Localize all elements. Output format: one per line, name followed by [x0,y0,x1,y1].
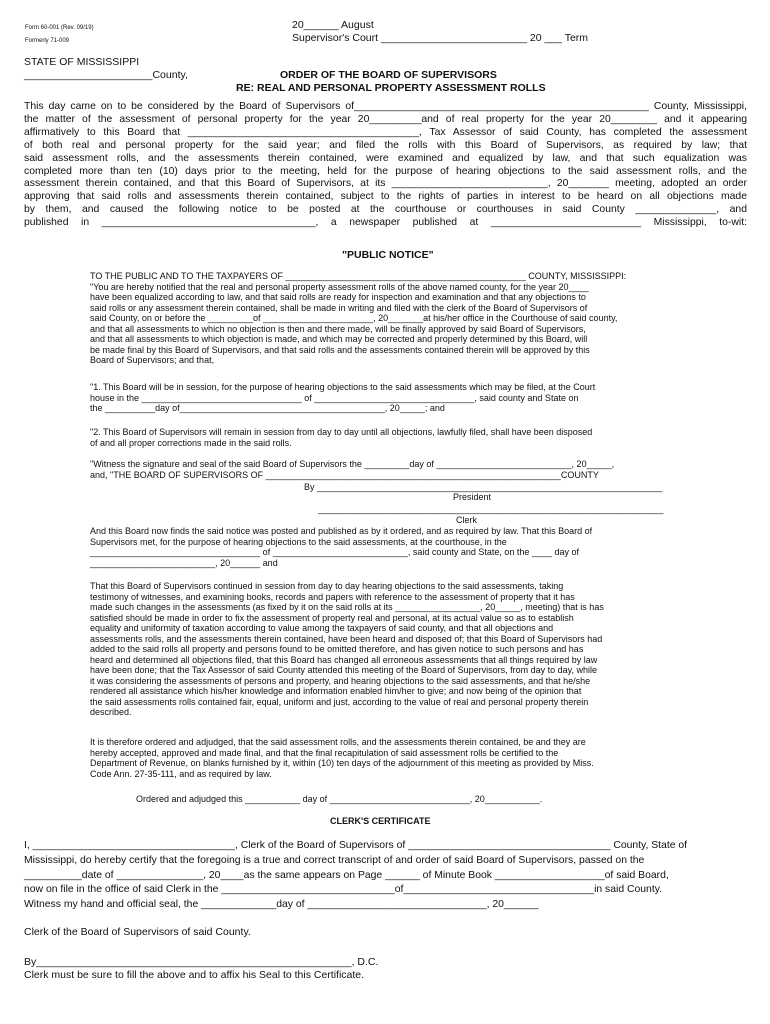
ordered-line: It is therefore ordered and adjudged, that the said assessment rolls, and the assessments therein contained, be and they are [90,737,586,747]
term-year-field: 20______ August [292,19,374,31]
certificate-line: Witness my hand and official seal, the _____________day of _______________________________, 20______ [24,899,539,911]
notice-line: the __________day of_________________________________________, 20_____; and [90,403,445,413]
supervisors-court-term-field: Supervisor's Court _________________________ 20 ___ Term [292,32,589,44]
findings-line: _________________________, 20______ and [90,557,278,568]
notice-line: said County, on or before the _________of ______________________, 20_______at his/her office in the Courthouse of said county, [90,313,618,323]
notice-line: "2. This Board of Supervisors will remain in session from day to day until all objections, lawfully filed, shall have been disposed [90,427,593,437]
findings-paragraph [90,526,680,568]
clerk-of-board-label: Clerk of the Board of Supervisors of said County. [24,926,251,938]
intro-line: assessment therein contained, and that this Board of Supervisors, at its ___________________________, 20_______ meeting, adopted an order [24,178,747,190]
ordered-line: hereby accepted, approved and made final, and that the final recapitulation of said assessment rolls be certified to the [90,747,559,758]
ordered-line: Code Ann. 27-35-111, and as required by law. [90,768,272,779]
session-line: the said assessments rolls contained fair, equal, uniform and just, according to the value of real and personal property therein [90,696,589,707]
notice-line: be made final by this Board of Supervisors, and that said rolls and the assessments contained therein will be approved by this [90,344,590,355]
certificate-line: __________date of _______________, 20____as the same appears on Page ______ of Minute Book ___________________of said Board, [24,869,669,881]
clerk-certificate-paragraph [24,839,747,913]
session-line: described. [90,707,132,717]
notice-line: said rolls or any assessment therein contained, shall be made in writing and filed with the clerk of the Board of Supervisors of [90,302,588,313]
session-line: added to the said rolls all property and persons found to be omitted therefore, and has given notice to such persons and has [90,644,584,654]
form-number: Form 60-001 (Rev. 09/19) [25,25,94,31]
public-notice-paragraph-3 [90,427,680,448]
intro-line: of both real and personal property for the said year; and filed the rolls with this Board of Supervisors, as required by law; that [24,139,747,151]
intro-paragraph [24,101,747,230]
order-subtitle: RE: REAL AND PERSONAL PROPERTY ASSESSMENT ROLLS [236,82,546,94]
president-label: President [453,492,492,502]
intro-line: completed more than ten (10) days prior to the meeting, held for the purpose of hearing objections to the said assessment rolls, and the [24,165,747,177]
intro-line: affirmatively to this Board that ________________________________________, Tax Assessor of said County, has completed the assessment [24,126,747,138]
clerk-seal-instruction: Clerk must be sure to fill the above and to affix his Seal to this Certificate. [24,969,365,981]
session-line: rendered all assistance which his/her knowledge and information enabled him/her to give; and now being of the opinion that [90,686,582,696]
deputy-clerk-signature-line: By______________________________________________________, D.C. [24,956,379,968]
session-line: assessments rolls, and the assessments therein contained, have been heard and disposed of; that this Board of Supervisors had [90,633,603,644]
notice-line: "You are hereby notified that the real and personal property assessment rolls of the above named county, for the year 20____ [90,281,589,292]
notice-line: house in the ________________________________ of ________________________________, said county and State on [90,392,579,403]
clerk-signature-line: _____________________________________________________________________ [318,504,664,514]
session-paragraph [90,581,680,718]
session-line: testimony of witnesses, and examining books, records and papers with reference to the assessment of property that it has [90,591,575,602]
certificate-line: now on file in the office of said Clerk in the ______________________________of_________________________________in said County. [24,884,663,896]
session-line: it was considering the assessments of persons and property, and hearing objections to the said assessments, and that he/she [90,675,591,686]
state-label: STATE OF MISSISSIPPI [24,56,140,68]
clerk-certificate-heading: CLERK'S CERTIFICATE [330,816,431,826]
notice-line: and, "THE BOARD OF SUPERVISORS OF ___________________________________________________________COUNTY [90,469,599,480]
session-line: equality and uniformity of taxation according to value among the taxpayers of said county, and that all objections and [90,623,554,633]
findings-line: Supervisors met, for the purpose of hearing objections to the said assessments, at the courthouse, in the [90,536,507,547]
intro-line: approving that said rolls and assessments therein contained, subject to the rights of parties in interest to be heard on all objections made [24,191,747,203]
public-notice-paragraph-2 [90,382,680,414]
session-line: That this Board of Supervisors continued in session from day to day hearing objections to the said assessments, taking [90,581,564,591]
intro-line: published in _____________________________________, a newspaper published at __________________________ Mississippi, to-wit: [24,217,747,229]
session-line: made such changes in the assessments (as fixed by it on the said rolls at its _________________, 20_____, meeting) that is has [90,602,604,612]
ordered-line: Department of Revenue, on blanks furnished by it, within (10) ten days of the adjournment of this meeting as provided by Miss. [90,758,594,768]
findings-line: And this Board now finds the said notice was posted and published as by it ordered, and as required by law. That this Board of [90,526,593,536]
by-president-signature-line: By _____________________________________________________________________ [304,482,663,492]
notice-line: have been equalized according to law, and that said rolls are ready for inspection and examination and that any objections to [90,292,586,302]
intro-line: said assessment rolls, and the assessments therein contained, were examined and equalized by law, and that such equalization was [24,152,747,164]
session-line: have been done; that the Tax Assessor of said County attended this meeting of the Board of Supervisors, from day to day, while [90,665,597,675]
certificate-line: I, ___________________________________, Clerk of the Board of Supervisors of ___________________________________ County, State of [24,840,688,851]
formerly-number: Formerly 71-009 [25,38,70,44]
ordered-paragraph [90,737,680,779]
certificate-line: Mississippi, do hereby certify that the foregoing is a true and correct transcript of and order of said Board of Supervisors, passed on the [24,854,645,866]
notice-line: "Witness the signature and seal of the said Board of Supervisors the _________day of ___________________________, 20_____, [90,459,615,469]
session-line: satisfied should be made in order to fix the assessment of property real and personal, at its actual value so as to establish [90,612,574,623]
notice-line: TO THE PUBLIC AND TO THE TAXPAYERS OF ________________________________________________ COUNTY, MISSISSIPPI: [90,271,627,281]
intro-line: by them, and caused the following notice to be posted at the courthouse or courthouses in said County ______________, and [24,204,747,216]
clerk-label: Clerk [456,515,478,525]
ordered-adjudged-line: Ordered and adjudged this ___________ day of ____________________________, 20___________. [136,794,543,804]
public-notice-paragraph-1 [90,271,680,366]
witness-paragraph [90,459,680,480]
findings-line: __________________________________ of ___________________________, said county and State, on the ____ day of [90,547,579,557]
order-title: ORDER OF THE BOARD OF SUPERVISORS [280,69,497,81]
notice-line: of and all proper corrections made in the said rolls. [90,437,292,448]
public-notice-heading: "PUBLIC NOTICE" [342,249,434,261]
intro-line: the matter of the assessment of personal property for the year 20_________and of real property for the year 20________ and it appearing [24,113,747,125]
session-line: heard and determined all objections filed, that this Board has changed all erroneous assessments that all things required by law [90,654,598,665]
notice-line: "1. This Board will be in session, for the purpose of hearing objections to the said assessments which may be filed, at the Court [90,382,596,392]
intro-line: This day came on to be considered by the Board of Supervisors of___________________________________________________ County, Mississippi, [24,101,747,112]
notice-line: and that all assessments to which objection is made, and which may be corrected and properly determined by this Board, will [90,334,588,344]
notice-line: Board of Supervisors; and that, [90,355,215,365]
county-field: ______________________County, [24,69,188,81]
notice-line: and that all assessments to which no objection is then and there made, will be finally approved by said Board of Supervisors, [90,323,586,334]
